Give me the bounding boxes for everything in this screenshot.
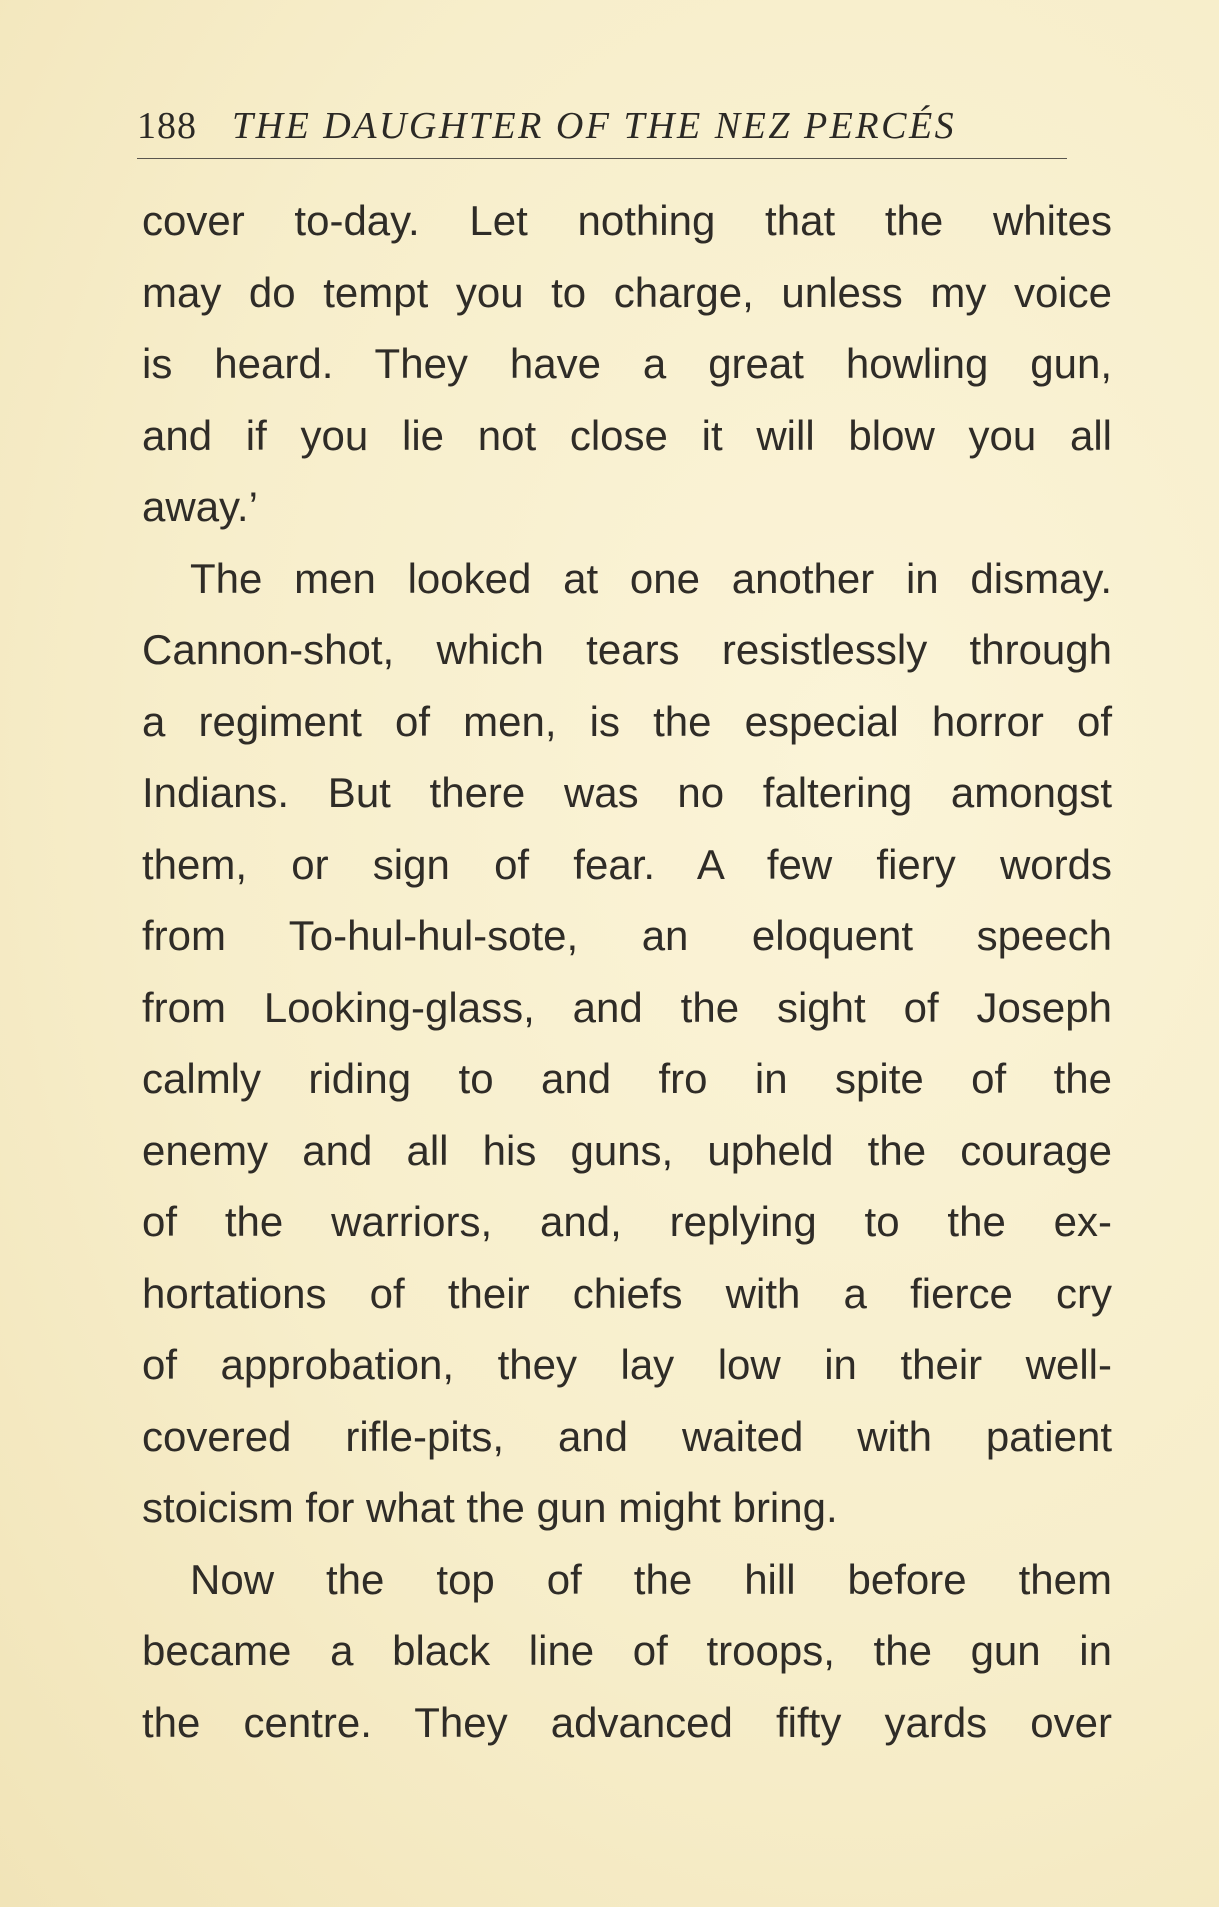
text-line: from Looking-glass, and the sight of Joseph [142, 983, 1112, 1031]
text-line: Cannon-shot, which tears resistlessly through [142, 626, 1112, 673]
text-line: Indians. But there was no faltering amongst [142, 769, 1112, 816]
text-line: covered rifle-pits, and waited with patient [142, 1412, 1112, 1460]
text-line: The men looked at one another in dismay. [190, 554, 1112, 602]
text-line: became a black line of troops, the gun in [142, 1627, 1112, 1674]
text-line: from To-hul-hul-sote, an eloquent speech [142, 912, 1112, 959]
text-line: enemy and all his guns, upheld the courage [142, 1126, 1112, 1174]
text-line: calmly riding to and fro in spite of the [142, 1055, 1112, 1102]
text-line: may do tempt you to charge, unless my voice [142, 268, 1112, 316]
text-line: stoicism for what the gun might bring. [142, 1484, 838, 1531]
page-number: 188 [137, 105, 197, 147]
text-line: cover to-day. Let nothing that the whites [142, 197, 1112, 244]
book-title: THE DAUGHTER OF THE NEZ PERCÉS [232, 105, 957, 147]
text-line: of approbation, they lay low in their well- [142, 1341, 1112, 1388]
text-line: hortations of their chiefs with a fierce cry [142, 1269, 1112, 1317]
text-line: Now the top of the hill before them [190, 1555, 1112, 1603]
text-line: a regiment of men, is the especial horror of [142, 697, 1112, 745]
text-line: and if you lie not close it will blow you all [142, 411, 1112, 459]
text-line: is heard. They have a great howling gun, [142, 340, 1112, 387]
text-line: of the warriors, and, replying to the ex- [142, 1198, 1112, 1245]
header-rule [137, 158, 1067, 159]
running-head [137, 100, 1097, 160]
body-text [142, 185, 1112, 1758]
text-line: away.’ [142, 483, 258, 530]
text-line: the centre. They advanced fifty yards over [142, 1698, 1112, 1746]
text-line: them, or sign of fear. A few fiery words [142, 840, 1112, 888]
